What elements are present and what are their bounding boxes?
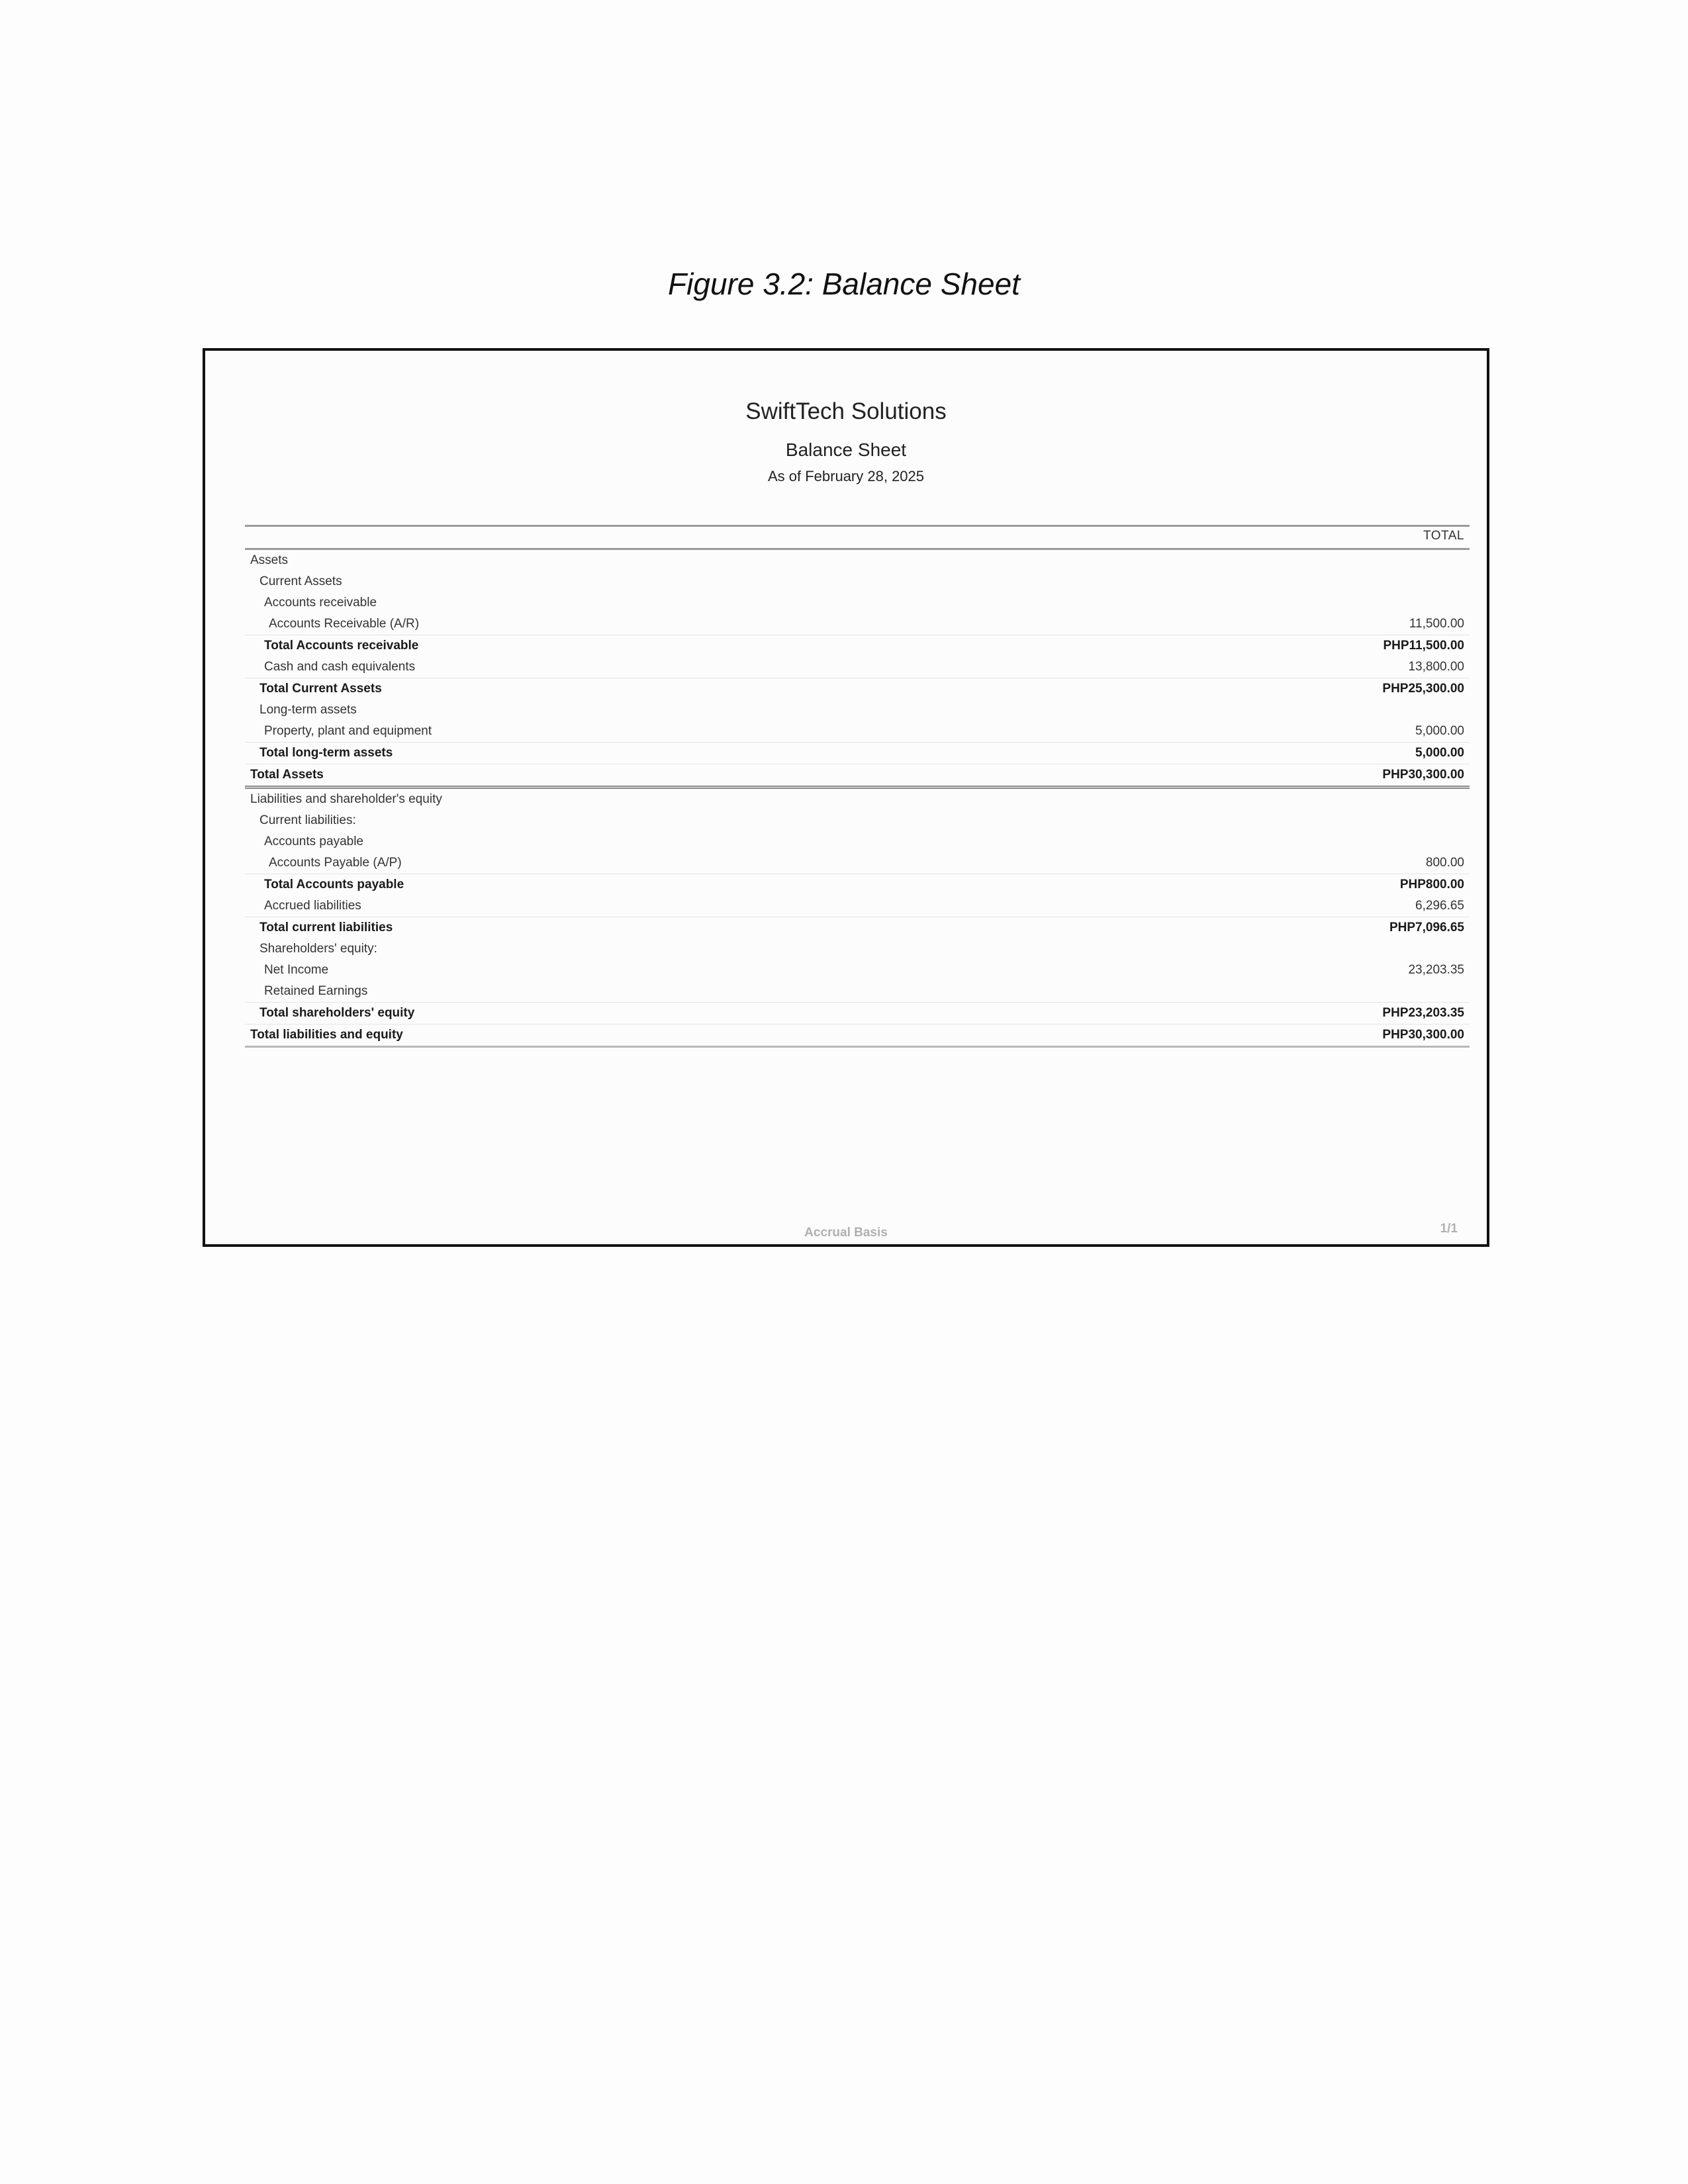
- row-value: 13,800.00: [1408, 660, 1464, 674]
- row-value: 6,296.65: [1415, 899, 1464, 913]
- row-label: Property, plant and equipment: [264, 724, 432, 738]
- row-label: Liabilities and shareholder's equity: [250, 792, 442, 806]
- subtotal-row: [245, 917, 1470, 938]
- figure-caption: Figure 3.2: Balance Sheet: [668, 267, 1020, 301]
- row-label: Total Assets: [250, 768, 324, 782]
- company-name: SwiftTech Solutions: [745, 398, 947, 424]
- report-date: As of February 28, 2025: [767, 468, 925, 484]
- table-row: [245, 700, 1470, 721]
- row-label: Accounts payable: [264, 835, 363, 848]
- table-row: [245, 614, 1470, 635]
- row-value: PHP11,500.00: [1383, 639, 1464, 653]
- table-header: [245, 525, 1470, 550]
- subtotal-row: [245, 874, 1470, 895]
- page-number: 1/1: [1440, 1222, 1458, 1236]
- table-row: [245, 721, 1470, 742]
- table-row: [245, 852, 1470, 874]
- row-label: Total Accounts payable: [264, 878, 404, 891]
- row-label: Net Income: [264, 963, 329, 977]
- row-label: Total Accounts receivable: [264, 639, 419, 653]
- table-row: [245, 960, 1470, 981]
- report-frame: [203, 348, 1489, 1247]
- row-label: Accounts Payable (A/P): [269, 856, 402, 870]
- row-value: PHP30,300.00: [1382, 768, 1464, 782]
- row-value: 5,000.00: [1415, 724, 1464, 738]
- row-label: Accounts receivable: [264, 596, 377, 610]
- total-row: [245, 764, 1470, 789]
- row-label: Long-term assets: [259, 703, 357, 717]
- subtotal-row: [245, 1002, 1470, 1024]
- row-value: PHP800.00: [1399, 878, 1464, 891]
- table-row: [245, 550, 1470, 571]
- table-row: [245, 657, 1470, 678]
- table-row: [245, 895, 1470, 917]
- row-label: Total shareholders' equity: [259, 1006, 415, 1020]
- total-row: [245, 1024, 1470, 1048]
- row-label: Total liabilities and equity: [250, 1028, 403, 1042]
- row-label: Total Current Assets: [259, 682, 382, 696]
- row-value: 800.00: [1425, 856, 1464, 870]
- row-value: PHP25,300.00: [1382, 682, 1464, 696]
- row-value: 11,500.00: [1409, 617, 1464, 631]
- row-value: PHP23,203.35: [1382, 1006, 1464, 1020]
- table-row: [245, 981, 1470, 1002]
- table-row: [245, 831, 1470, 852]
- row-label: Shareholders' equity:: [259, 942, 377, 956]
- table-row: [245, 810, 1470, 831]
- row-label: Assets: [250, 553, 289, 567]
- table-row: [245, 571, 1470, 592]
- balance-sheet-table: [245, 525, 1470, 1048]
- report-title: Balance Sheet: [785, 439, 907, 460]
- row-label: Total long-term assets: [259, 746, 393, 760]
- subtotal-row: [245, 742, 1470, 764]
- table-row: [245, 938, 1470, 960]
- column-header-total: TOTAL: [1423, 529, 1464, 543]
- row-value: 23,203.35: [1408, 963, 1464, 977]
- row-value: PHP30,300.00: [1382, 1028, 1464, 1042]
- row-label: Accrued liabilities: [264, 899, 361, 913]
- row-label: Cash and cash equivalents: [264, 660, 416, 674]
- row-label: Accounts Receivable (A/R): [269, 617, 420, 631]
- row-label: Current Assets: [259, 574, 342, 588]
- table-row: [245, 789, 1470, 810]
- subtotal-row: [245, 678, 1470, 700]
- row-value: PHP7,096.65: [1389, 921, 1464, 934]
- row-label: Current liabilities:: [259, 813, 356, 827]
- row-label: Retained Earnings: [264, 984, 368, 998]
- row-value: 5,000.00: [1415, 746, 1464, 760]
- subtotal-row: [245, 635, 1470, 657]
- row-label: Total current liabilities: [259, 921, 393, 934]
- report-basis: Accrual Basis: [804, 1226, 888, 1240]
- table-row: [245, 592, 1470, 614]
